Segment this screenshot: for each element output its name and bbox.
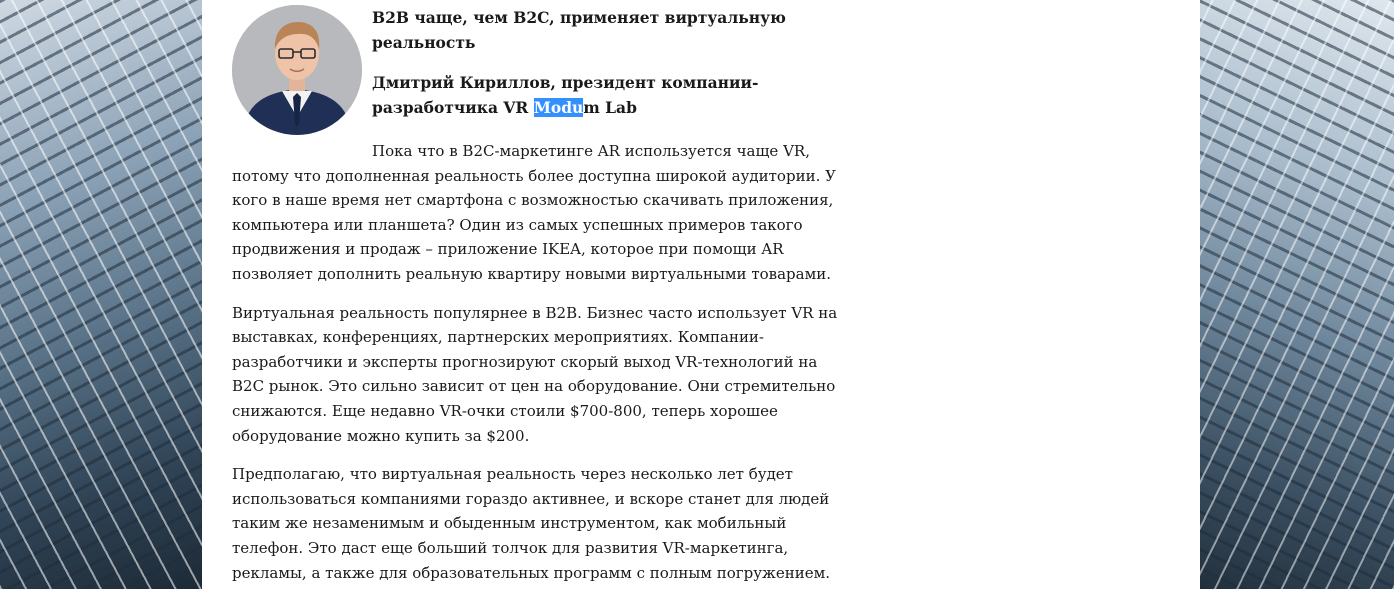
content-column: [202, 0, 1200, 589]
background-skyscraper-left: [0, 0, 202, 589]
author-byline-text: Дмитрий Кириллов, президент компании-разработчика VR: [372, 73, 759, 117]
background-skyscraper-right: [1200, 0, 1394, 589]
article-paragraph: Пока что в B2C-маркетинге AR используется чаще VR, потому что дополненная реальность более доступна широкой аудитории. У кого в наше время нет смартфона с возможностью скачивать приложения, компьютера или планшета? Один из самых успешных примеров такого продвижения и продаж – приложение IKEA, которое при помощи AR позволяет дополнить реальную квартиру новыми виртуальными товарами.: [232, 142, 836, 283]
article-paragraph: Виртуальная реальность популярнее в B2B. Бизнес часто использует VR на выставках, конференциях, партнерских мероприятиях. Компании-разработчики и эксперты прогнозируют скорый выход VR-технологий на B2C рынок. Это сильно зависит от цен на оборудование. Они стремительно снижаются. Еще недавно VR-очки стоили $700-800, теперь хорошее оборудование можно купить за $200.: [232, 303, 838, 445]
article: [232, 0, 844, 589]
author-portrait-icon: [232, 5, 362, 135]
article-paragraph: Предполагаю, что виртуальная реальность через несколько лет будет использоваться компаниями гораздо активнее, и вскоре станет для людей таким же незаменимым и обыденным инструментом, как мобильный телефон. Это даст еще больший толчок для развития VR-маркетинга, рекламы, а также для образовательных программ с полным погружением.: [232, 465, 831, 582]
article-headline: B2B чаще, чем B2C, применяет виртуальную реальность: [372, 8, 786, 52]
selected-text[interactable]: Modu: [533, 97, 584, 117]
author-byline-text-end: m Lab: [583, 97, 637, 117]
author-avatar: [232, 5, 362, 135]
